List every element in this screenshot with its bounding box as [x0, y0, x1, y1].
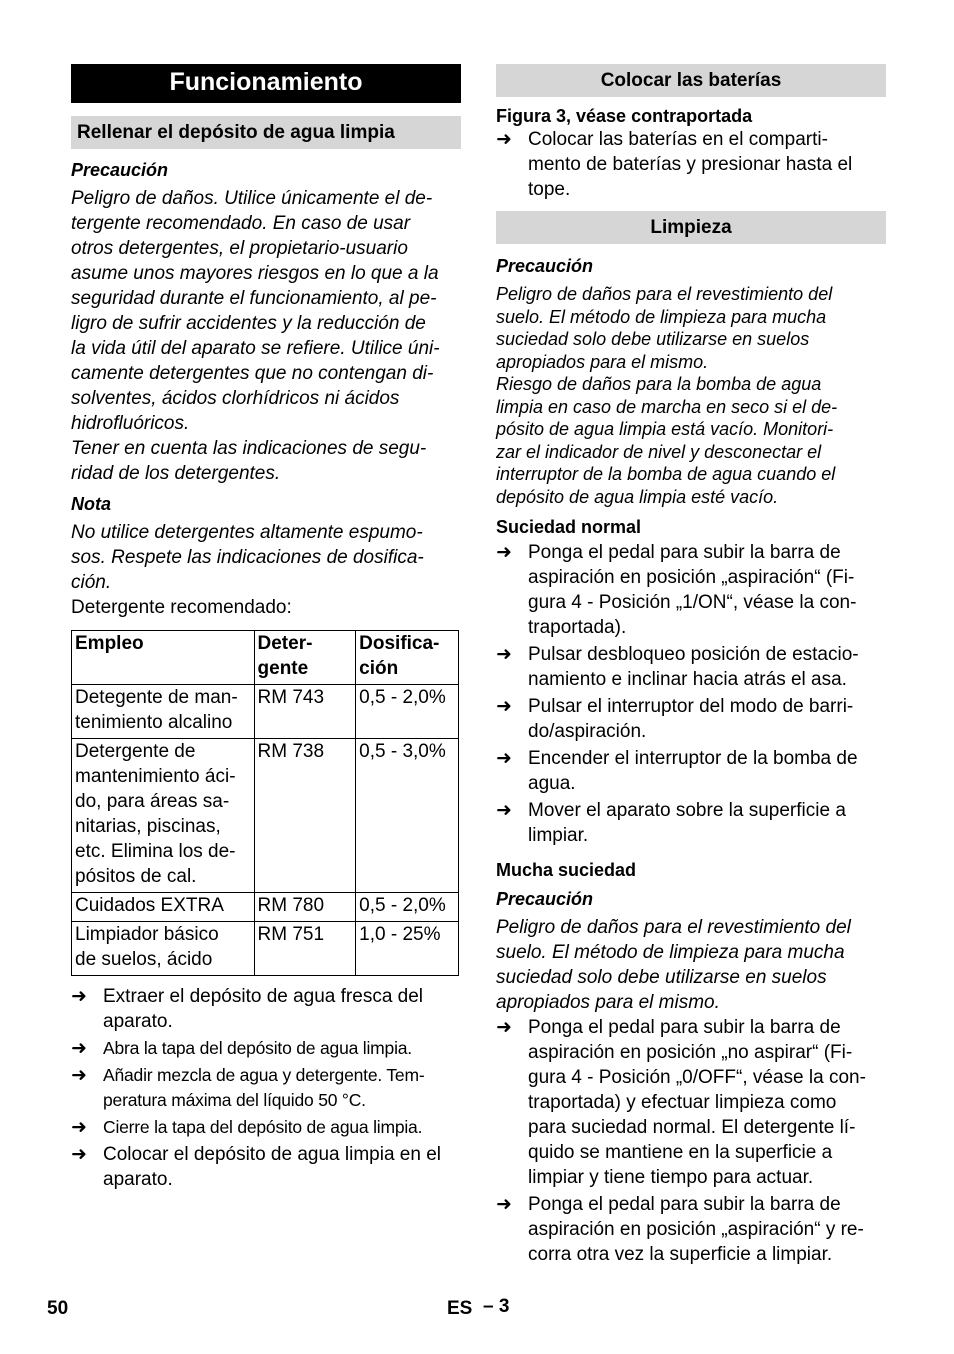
list-item: ➜ Cierre la tapa del depósito de agua limpia.: [71, 1117, 423, 1138]
caution-label: Precaución: [71, 160, 169, 180]
arrow-right-icon: ➜: [71, 1144, 87, 1165]
detergent-table: [71, 630, 459, 976]
list-item: ➜ Colocar las baterías en el comparti- mento de baterías y presionar hasta el tope.: [496, 129, 853, 200]
caution-text: Peligro de daños para el revestimiento del suelo. El método de limpieza para mucha suciedad solo debe utilizarse en suelos apropiados para el mismo. Riesgo de daños para la bomba de agua limpia en caso de marcha en seco si el de- pósito de agua limpia está vacío. Monitori- zar el indicador de nivel y desconectar el interruptor de la bomba de agua cuando el depósito de agua limpia esté vacío.: [496, 284, 838, 507]
list-item: ➜ Ponga el pedal para subir la barra de aspiración en posición „aspiración“ y re- corra otra vez la superficie a limpiar.: [496, 1194, 864, 1265]
fill-steps-list: [71, 984, 461, 1192]
arrow-right-icon: ➜: [496, 696, 512, 717]
arrow-right-icon: ➜: [71, 986, 87, 1007]
arrow-right-icon: ➜: [71, 1117, 87, 1138]
heavy-dirt-heading: Mucha suciedad: [496, 860, 637, 880]
header-dosage: Dosifica- ción: [356, 631, 459, 685]
table-header-row: [72, 631, 459, 685]
left-column: [71, 64, 461, 1192]
figure-reference: Figura 3, véase contraportada: [496, 106, 753, 126]
caution-label: Precaución: [496, 256, 594, 276]
header-detergent: Deter- gente: [254, 631, 356, 685]
arrow-right-icon: ➜: [496, 1017, 512, 1038]
section-page: – 3: [483, 1296, 510, 1317]
arrow-right-icon: ➜: [496, 542, 512, 563]
list-item: ➜ Añadir mezcla de agua y detergente. Tem- peratura máxima del líquido 50 °C.: [71, 1065, 425, 1110]
list-item: ➜ Extraer el depósito de agua fresca del aparato.: [71, 986, 424, 1032]
arrow-right-icon: ➜: [496, 129, 512, 150]
caution-text: Peligro de daños. Utilice únicamente el de- tergente recomendado. En caso de usar otros detergentes, el propietario-usuario asume unos mayores riesgos en lo que a la seguridad durante el funcionamiento, al pe- ligro de sufrir accidentes y la reducción de la vida útil del aparato se refiere. Utilice úni- camente detergentes que no contengan di- solventes, ácidos clorhídricos ni ácidos hidrofluóricos. Tener en cuenta las indicaciones de segu- ridad de los detergentes.: [71, 188, 440, 484]
section-title-fill-tank: Rellenar el depósito de agua limpia: [71, 116, 461, 149]
arrow-right-icon: ➜: [71, 1065, 87, 1086]
recommended-detergent-label: Detergente recomendado:: [71, 597, 292, 618]
arrow-right-icon: ➜: [496, 644, 512, 665]
table-row: Cuidados EXTRA RM 780 0,5 - 2,0%: [72, 893, 459, 922]
list-item: ➜ Mover el aparato sobre la superficie a limpiar.: [496, 800, 846, 846]
section-title-cleaning: Limpieza: [496, 211, 886, 244]
right-column: [496, 64, 886, 1267]
list-item: ➜ Pulsar desbloqueo posición de estacio- namiento e inclinar hacia atrás el asa.: [496, 644, 859, 690]
list-item: ➜ Colocar el depósito de agua limpia en el aparato.: [71, 1144, 441, 1190]
list-item: ➜ Ponga el pedal para subir la barra de aspiración en posición „no aspirar“ (Fi- gura 4 - Posición „0/OFF“, véase la con- traportada) y efectuar limpieza como para suciedad normal. El detergente lí- quido se mantiene en la superficie a limpiar y tiene tiempo para actuar.: [496, 1017, 866, 1188]
language-code: ES: [447, 1298, 473, 1319]
note-text: No utilice detergentes altamente espumo- sos. Respete las indicaciones de dosifica- ción.: [71, 522, 424, 593]
table-row: Detegente de man- tenimiento alcalino RM 743 0,5 - 2,0%: [72, 685, 459, 739]
arrow-right-icon: ➜: [496, 800, 512, 821]
table-row: Detergente de mantenimiento áci- do, para áreas sa- nitarias, piscinas, etc. Elimina los de- pósitos de cal. RM 738 0,5 - 3,0%: [72, 739, 459, 893]
caution-label: Precaución: [496, 889, 594, 909]
arrow-right-icon: ➜: [496, 748, 512, 769]
list-item: ➜ Encender el interruptor de la bomba de agua.: [496, 748, 858, 794]
table-row: Limpiador básico de suelos, ácido RM 751 1,0 - 25%: [72, 922, 459, 976]
normal-dirt-heading: Suciedad normal: [496, 517, 642, 537]
arrow-right-icon: ➜: [496, 1194, 512, 1215]
page-title: Funcionamiento: [71, 64, 461, 103]
list-item: ➜ Pulsar el interruptor del modo de barri- do/aspiración.: [496, 696, 854, 742]
page-number: 50: [47, 1298, 69, 1319]
note-label: Nota: [71, 494, 111, 514]
arrow-right-icon: ➜: [71, 1038, 87, 1059]
list-item: ➜ Ponga el pedal para subir la barra de aspiración en posición „aspiración“ (Fi- gura 4 - Posición „1/ON“, véase la con- traportada).: [496, 542, 857, 638]
caution-text: Peligro de daños para el revestimiento del suelo. El método de limpieza para mucha suciedad solo debe utilizarse en suelos apropiados para el mismo.: [496, 917, 851, 1013]
section-title-batteries: Colocar las baterías: [496, 64, 886, 97]
normal-steps: [496, 540, 886, 848]
header-use: Empleo: [72, 631, 255, 685]
heavy-steps: [496, 1015, 886, 1267]
list-item: ➜ Abra la tapa del depósito de agua limpia.: [71, 1038, 412, 1059]
battery-steps: [496, 127, 886, 202]
